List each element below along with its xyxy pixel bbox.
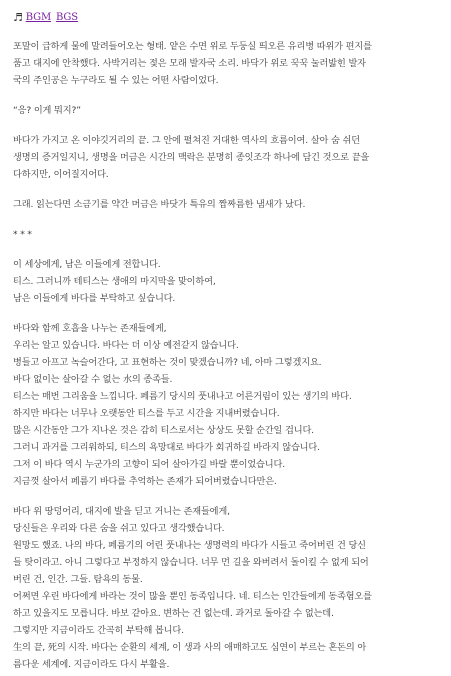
text-line: “응? 이게 뭐지?”	[13, 105, 81, 116]
paragraph	[13, 256, 439, 307]
music-note-icon: ♬	[13, 11, 23, 24]
text-line: 어쩌면 우린 바다에게 바라는 것이 많을 뿐인 동족입니다. 네. 티스는 인간들에게 동족혐오를	[13, 591, 372, 602]
text-line: 품고 대지에 안착했다. 사박거리는 젖은 모래 발자국 소리. 바닥가 위로 꾹꾹 눌러밟힌 발자	[13, 58, 366, 69]
text-line: 바다와 함께 호흡을 나누는 존재들에게,	[13, 323, 167, 334]
paragraph	[13, 102, 439, 119]
text-line: 바다 없이는 살아갈 수 없는 水의 종족들.	[13, 374, 173, 385]
text-line: 그래. 읽는다면 소금기를 약간 머금은 바닷가 특유의 짭짜름한 냄새가 났다.	[13, 199, 306, 210]
paragraph	[13, 503, 439, 673]
text-line: 병들고 아프고 녹슬어간다, 고 표현하는 것이 맞겠습니까? 네, 아마 그렇겠지요.	[13, 357, 322, 368]
text-line: 지금껏 살아서 페름기 바다를 추억하는 존재가 되어버렸습니다만은.	[13, 476, 277, 487]
text-line: 버린 건, 인간. 그들. 탐욕의 동물.	[13, 574, 143, 585]
text-line: 포말이 급하게 물에 말려들어오는 형태. 얕은 수면 위로 두둥실 띄오른 유리병 따위가 편지를	[13, 41, 372, 52]
audio-links	[13, 9, 439, 26]
text-line: 그렇지만 지금이라도 간곡히 부탁해 봅니다.	[13, 625, 184, 636]
text-line: 티스는 매번 그리움을 느낍니다. 페름기 당시의 풋내나고 어른거림이 있는 생기의 바다.	[13, 391, 352, 402]
text-line: 生의 끝, 死의 시작. 바다는 순환의 세계, 이 생과 사의 애매하고도 심연이 부르는 혼돈의 아	[13, 642, 367, 653]
paragraph	[13, 320, 439, 490]
text-line: 하지만 바다는 너무나 오랫동안 티스를 두고 시간을 지내버렸습니다.	[13, 408, 280, 419]
text-line: 많은 시간동안 그가 지나온 것은 감히 티스로서는 상상도 못할 순간일 겁니다.	[13, 425, 314, 436]
text-line: 티스. 그러니까 테티스는 생애의 마지막을 맞이하여,	[13, 276, 216, 287]
text-line: 원망도 했죠. 나의 바다, 페름기의 어린 풋내나는 생명력의 바다가 시들고 죽어버린 건 당신	[13, 540, 366, 551]
text-line: 생명의 증거일지니, 생명을 머금은 시간의 맥락은 분명히 종잇조각 하나에 담긴 것으로 끝을	[13, 152, 370, 163]
text-line: 바다 위 땅덩어리, 대지에 발을 딛고 거니는 존재들에게,	[13, 506, 230, 517]
text-line: 그러니 과거를 그리워하되, 티스의 욕망대로 바다가 회귀하길 바라지 않습니다.	[13, 442, 320, 453]
text-line: 그저 이 바다 역시 누군가의 고향이 되어 살아가길 바랄 뿐이었습니다.	[13, 459, 286, 470]
bgs-link[interactable]: BGS	[56, 12, 78, 23]
text-line: 바다가 가지고 온 이야깃거리의 끝. 그 안에 펼쳐진 거대한 역사의 흐름이여. 살아 숨 쉬던	[13, 135, 360, 146]
text-line: 남은 이들에게 바다를 부탁하고 싶습니다.	[13, 293, 176, 304]
body-text	[13, 38, 439, 673]
text-line: 하고 있을지도 모릅니다. 바보 같아요. 변하는 건 없는데. 과거로 돌아갈 수 없는데.	[13, 608, 334, 619]
text-line: 국의 주인공은 누구라도 될 수 있는 어떤 사람이었다.	[13, 75, 219, 86]
text-line: 우리는 알고 있습니다. 바다는 더 이상 예전같지 않습니다.	[13, 340, 239, 351]
paragraph	[13, 132, 439, 183]
paragraph	[13, 226, 439, 243]
paragraph	[13, 196, 439, 213]
text-line: 이 세상에게, 남은 이들에게 전합니다.	[13, 259, 161, 270]
paragraph	[13, 38, 439, 89]
text-line: 당신들은 우리와 다른 숨을 쉬고 있다고 생각했습니다.	[13, 523, 225, 534]
text-line: 다하지만, 이어질지어다.	[13, 169, 109, 180]
text-line: * * *	[13, 229, 32, 240]
text-line: 들 탓이라고. 아니 그렇다고 부정하지 않습니다. 너무 먼 길을 와버려서 돌이킬 수 없게 되어	[13, 557, 369, 568]
text-line: 름다운 세계에. 지금이라도 다시 부활을.	[13, 659, 170, 670]
bgm-link[interactable]: BGM	[25, 12, 52, 23]
